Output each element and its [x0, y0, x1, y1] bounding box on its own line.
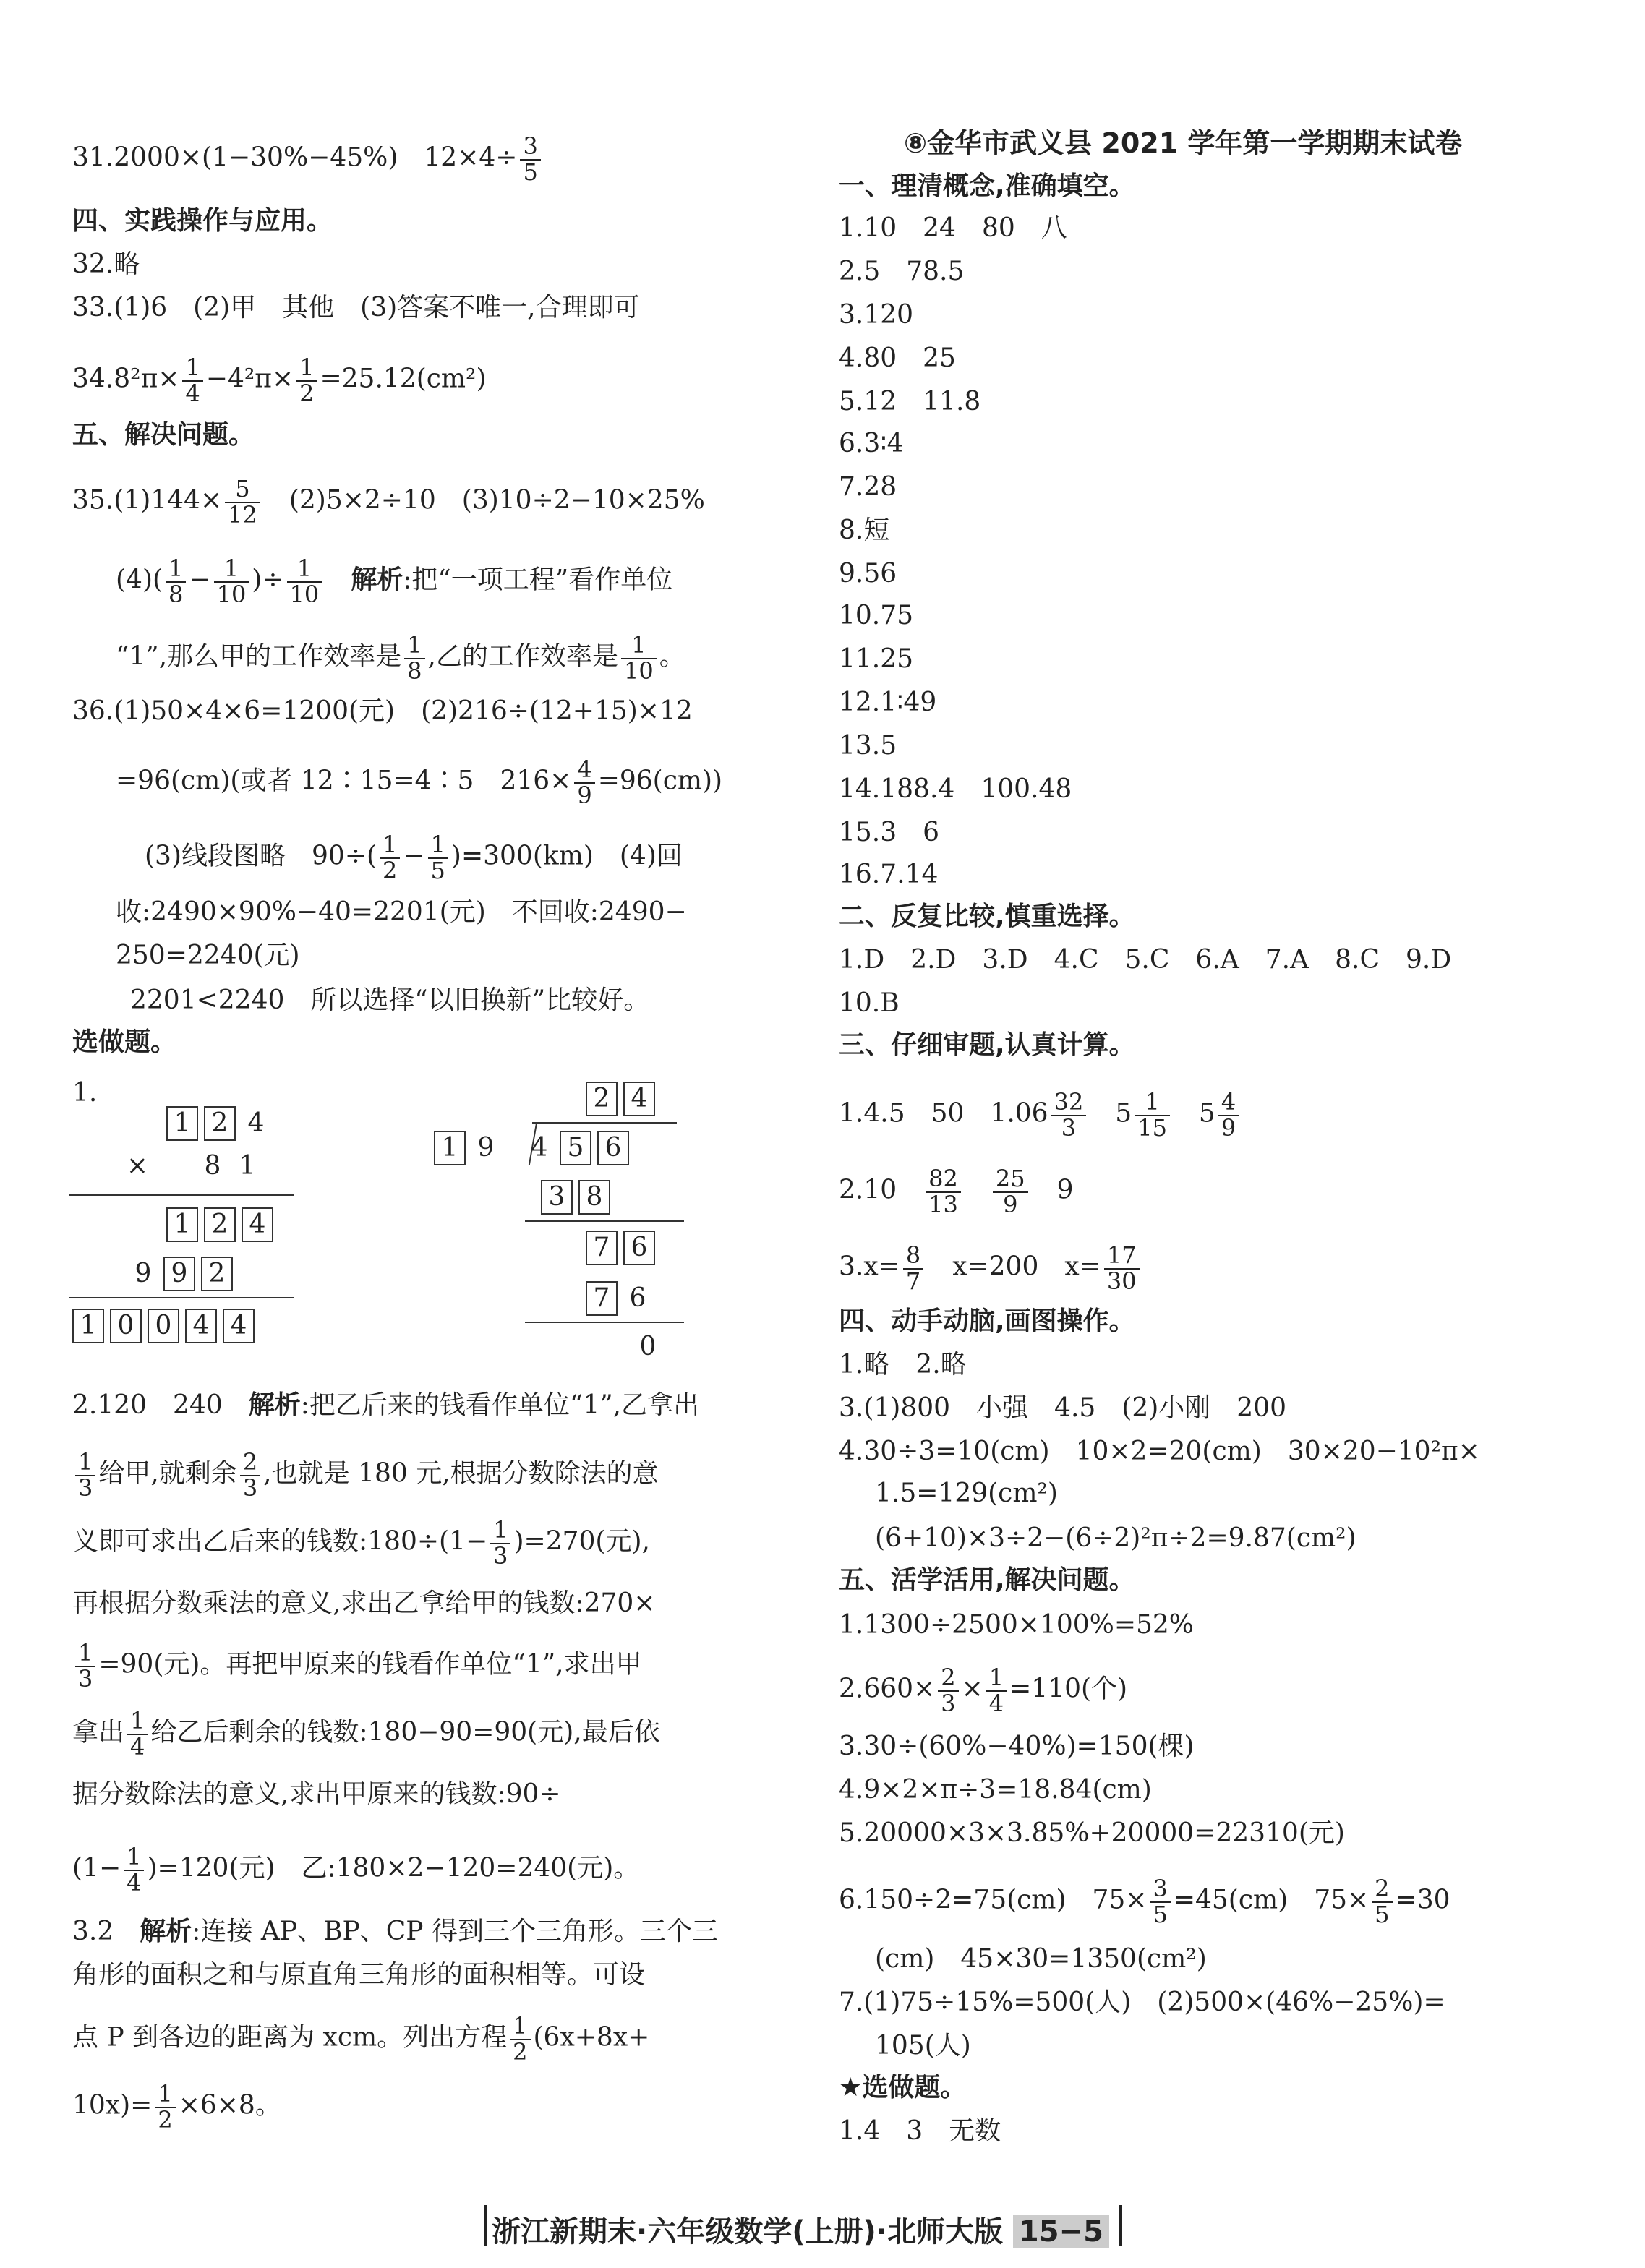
digit-box: 4 — [223, 1309, 255, 1343]
fraction: $\frac{4}{9}$ — [574, 758, 594, 808]
fraction: $\frac{25}{9}$ — [993, 1167, 1028, 1217]
fraction: $\frac{1}{10}$ — [621, 633, 657, 683]
answer-35: 35.(1)144× $\frac{5}{12}$ (2)5×2÷10 (3)10÷2−10×25% — [72, 475, 705, 529]
answer-36-g: 收:2490×90%−40=2201(元) 不回收:2490− — [116, 897, 687, 927]
list-item: 11.25 — [839, 644, 914, 674]
fraction: $\frac{1}{5}$ — [428, 833, 448, 883]
fraction: $\frac{8}{7}$ — [903, 1244, 923, 1293]
list-item: 10.75 — [839, 601, 914, 630]
optional-answer-1: 1.4 3 无数 — [839, 2116, 1001, 2146]
page-footer — [492, 2209, 1109, 2250]
list-item: 5.12 11.8 — [839, 387, 981, 416]
digit-box: 2 — [204, 1106, 236, 1141]
optional-2-g: $\frac{1}{3}$ =90(元)。再把甲原来的钱看作单位“1”,求出甲 — [72, 1641, 642, 1691]
optional-3: 3.2 解析:连接 AP、BP、CP 得到三个三角形。三个三 — [72, 1917, 718, 1946]
fraction: $\frac{1}{3}$ — [75, 1450, 95, 1500]
answer-33: 33.(1)6 (2)甲 其他 (3)答案不唯一,合理即可 — [72, 293, 640, 322]
digit-box: 5 — [560, 1131, 591, 1165]
optional-2-b: $\frac{1}{3}$ 给甲,就剩余 $\frac{2}{3}$ ,也就是 180 元,根据分数除法的意 — [72, 1450, 659, 1500]
answer-35-4: (4)( $\frac{1}{8}$ − $\frac{1}{10}$ )÷ $\frac{1}{10}$ 解析:把“一项工程”看作单位 — [116, 555, 673, 608]
digit-box: 1 — [434, 1131, 466, 1165]
footer-bar-right — [1119, 2205, 1122, 2246]
list-item: 14.188.4 100.48 — [839, 774, 1072, 804]
fraction: $\frac{1}{4}$ — [124, 1845, 144, 1895]
digit-box: 3 — [541, 1180, 573, 1215]
list-item: 3.120 — [839, 300, 914, 330]
list-item: 9.56 — [839, 559, 897, 589]
optional-2-h: 拿出 $\frac{1}{4}$ 给乙后剩余的钱数:180−90=90(元),最后依 — [72, 1707, 660, 1760]
optional-2-f: 再根据分数乘法的意义,求出乙拿给甲的钱数:270× — [72, 1588, 656, 1618]
digit-box: 2 — [201, 1257, 233, 1291]
fraction: $\frac{3}{5}$ — [1150, 1877, 1170, 1927]
answer-36-3: (3)线段图略 90÷( $\frac{1}{2}$ − $\frac{1}{5}$ )=300(km) (4)回 — [145, 831, 683, 884]
section-5-heading: 五、解决问题。 — [72, 420, 255, 450]
draw-4-b: 1.5=129(cm²) — [875, 1479, 1058, 1508]
digit-box: 4 — [185, 1309, 217, 1343]
answer-36-b: =96(cm)(或者 12∶15=4∶5 216× $\frac{4}{9}$ =96(cm)) — [116, 756, 723, 809]
calc-1: 1.4.5 50 1.06 $\frac{32}{3}$ 5 $\frac{1}{15}$ 5 $\frac{4}{9}$ — [839, 1090, 1242, 1140]
fraction: $\frac{4}{9}$ — [1218, 1090, 1239, 1140]
footer-title: 浙江新期末·六年级数学(上册)·北师大版 — [492, 2215, 1003, 2248]
fraction: $\frac{82}{13}$ — [926, 1167, 961, 1217]
digit: 4 — [531, 1133, 548, 1163]
fraction: $\frac{3}{5}$ — [520, 134, 540, 184]
list-item: 13.5 — [839, 731, 897, 761]
fraction: $\frac{1}{3}$ — [75, 1641, 95, 1691]
answer-32: 32.略 — [72, 249, 140, 279]
draw-3: 3.(1)800 小强 4.5 (2)小刚 200 — [839, 1393, 1287, 1423]
digit-box: 1 — [72, 1309, 104, 1343]
draw-1-2: 1.略 2.略 — [839, 1350, 967, 1379]
apply-6: 6.150÷2=75(cm) 75× $\frac{3}{5}$ =45(cm) 75× $\frac{2}{5}$ =30 — [839, 1875, 1450, 1928]
digit-box: 0 — [110, 1309, 142, 1343]
optional-2-k: (1− $\frac{1}{4}$ )=120(元) 乙:180×2−120=240(元)。 — [72, 1843, 640, 1896]
long-division — [431, 1082, 691, 1371]
fraction: $\frac{1}{2}$ — [296, 356, 317, 406]
apply-4: 4.9×2×π÷3=18.84(cm) — [839, 1775, 1152, 1805]
answer-35-explain: “1”,那么甲的工作效率是 $\frac{1}{8}$ ,乙的工作效率是 $\frac{1}{10}$ 。 — [116, 631, 685, 685]
digit: 0 — [639, 1332, 657, 1361]
fraction: $\frac{1}{3}$ — [490, 1518, 510, 1568]
list-item: 12.1∶49 — [839, 688, 937, 717]
calc-3: 3.x= $\frac{8}{7}$ x=200 x= $\frac{17}{30}$ — [839, 1244, 1142, 1293]
digit-box: 4 — [623, 1082, 655, 1116]
digit-box: 6 — [597, 1131, 629, 1165]
digit-box: 9 — [163, 1257, 195, 1291]
answer-36: 36.(1)50×4×6=1200(元) (2)216÷(12+15)×12 — [72, 696, 693, 726]
list-item: 16.7.14 — [839, 860, 939, 889]
section-4-heading: 四、实践操作与应用。 — [72, 206, 333, 236]
fraction: $\frac{1}{10}$ — [214, 557, 249, 607]
list-item: 1.10 24 80 八 — [839, 213, 1067, 243]
apply-7: 7.(1)75÷15%=500(人) (2)500×(46%−25%)= — [839, 1987, 1445, 2017]
fraction: $\frac{1}{2}$ — [510, 2014, 530, 2064]
apply-3: 3.30÷(60%−40%)=150(棵) — [839, 1732, 1195, 1761]
fraction: $\frac{1}{8}$ — [404, 633, 424, 683]
list-item: 8.短 — [839, 515, 890, 545]
digit-box: 1 — [166, 1207, 198, 1242]
digit: 4 — [247, 1108, 265, 1138]
section-5-heading-right: 五、活学活用,解决问题。 — [839, 1565, 1135, 1595]
optional-3-b: 角形的面积之和与原直角三角形的面积相等。可设 — [72, 1960, 646, 1990]
section-optional-heading-right: ★选做题。 — [839, 2073, 967, 2102]
digit-box: 6 — [623, 1231, 655, 1265]
section-4-heading-right: 四、动手动脑,画图操作。 — [839, 1306, 1135, 1336]
fraction: $\frac{1}{15}$ — [1135, 1090, 1170, 1140]
answer-36-h: 250=2240(元) — [116, 941, 300, 970]
fraction: $\frac{1}{2}$ — [155, 2082, 175, 2132]
page-number: 15−5 — [1013, 2215, 1109, 2248]
optional-3-e: 10x)= $\frac{1}{2}$ ×6×8。 — [72, 2080, 281, 2134]
section-1-heading: 一、理清概念,准确填空。 — [839, 171, 1135, 201]
digit: 6 — [629, 1283, 646, 1313]
optional-2-j: 据分数除法的意义,求出甲原来的钱数:90÷ — [72, 1779, 561, 1809]
digit-box: 2 — [204, 1207, 236, 1242]
calc-2: 2.10 $\frac{82}{13}$ $\frac{25}{9}$ 9 — [839, 1165, 1074, 1218]
apply-2: 2.660× $\frac{2}{3}$ × $\frac{1}{4}$ =110(个) — [839, 1664, 1128, 1717]
digit-box: 4 — [242, 1207, 273, 1242]
apply-6-b: (cm) 45×30=1350(cm²) — [875, 1944, 1207, 1974]
digit-box: 7 — [586, 1231, 618, 1265]
optional-2: 2.120 240 解析:把乙后来的钱看作单位“1”,乙拿出 — [72, 1390, 700, 1420]
fraction: $\frac{1}{2}$ — [380, 833, 400, 883]
fraction: $\frac{1}{4}$ — [182, 356, 202, 406]
optional-heading: 选做题。 — [72, 1027, 177, 1057]
optional-1-label: 1. — [72, 1078, 98, 1108]
digit: 8 — [204, 1151, 221, 1181]
footer-bar-left — [484, 2205, 487, 2246]
list-item: 7.28 — [839, 472, 897, 502]
list-item: 6.3∶4 — [839, 429, 904, 458]
optional-2-d: 义即可求出乙后来的钱数:180÷(1− $\frac{1}{3}$ )=270(元), — [72, 1516, 650, 1570]
fraction: $\frac{32}{3}$ — [1051, 1090, 1087, 1140]
digit: 9 — [134, 1259, 152, 1288]
exam-title: ⑧金华市武义县 2021 学年第一学期期末试卷 — [904, 127, 1463, 159]
section-2-heading: 二、反复比较,慎重选择。 — [839, 902, 1135, 931]
digit-box: 0 — [148, 1309, 179, 1343]
choice-answers-10: 10.B — [839, 988, 900, 1018]
fraction: $\frac{2}{3}$ — [240, 1450, 260, 1500]
multiplication-vertical — [69, 1106, 301, 1345]
fraction: $\frac{2}{5}$ — [1372, 1877, 1392, 1927]
list-item: 15.3 6 — [839, 818, 940, 847]
draw-4: 4.30÷3=10(cm) 10×2=20(cm) 30×20−10²π× — [839, 1437, 1480, 1466]
digit-box: 2 — [586, 1082, 618, 1116]
digit: 1 — [239, 1151, 256, 1181]
list-item: 2.5 78.5 — [839, 257, 965, 286]
fraction: $\frac{1}{4}$ — [986, 1666, 1007, 1716]
digit: 9 — [477, 1133, 495, 1163]
apply-1: 1.1300÷2500×100%=52% — [839, 1610, 1195, 1640]
answer-36-i: 2201<2240 所以选择“以旧换新”比较好。 — [130, 985, 650, 1015]
answer-31: 31.2000×(1−30%−45%) 12×4÷ $\frac{3}{5}$ — [72, 134, 544, 184]
apply-7-b: 105(人) — [875, 2031, 971, 2061]
fraction: $\frac{1}{10}$ — [287, 557, 322, 607]
section-3-heading: 三、仔细审题,认真计算。 — [839, 1030, 1135, 1060]
choice-answers: 1.D 2.D 3.D 4.C 5.C 6.A 7.A 8.C 9.D — [839, 945, 1452, 975]
digit-box: 7 — [586, 1281, 618, 1316]
fraction: $\frac{5}{12}$ — [225, 477, 260, 527]
times-sign: × — [126, 1151, 149, 1181]
answer-34: 34.8²π× $\frac{1}{4}$ −4²π× $\frac{1}{2}$ =25.12(cm²) — [72, 354, 487, 407]
digit-box: 8 — [578, 1180, 610, 1215]
fraction: $\frac{1}{4}$ — [127, 1709, 148, 1759]
fraction: $\frac{2}{3}$ — [938, 1666, 958, 1716]
fraction: $\frac{17}{30}$ — [1104, 1244, 1140, 1293]
fraction: $\frac{1}{8}$ — [166, 557, 186, 607]
draw-4-c: (6+10)×3÷2−(6÷2)²π÷2=9.87(cm²) — [875, 1523, 1356, 1553]
digit-box: 1 — [166, 1106, 198, 1141]
apply-5: 5.20000×3×3.85%+20000=22310(元) — [839, 1818, 1345, 1848]
list-item: 4.80 25 — [839, 343, 956, 373]
optional-3-c: 点 P 到各边的距离为 xcm。列出方程 $\frac{1}{2}$ (6x+8x+ — [72, 2012, 650, 2066]
